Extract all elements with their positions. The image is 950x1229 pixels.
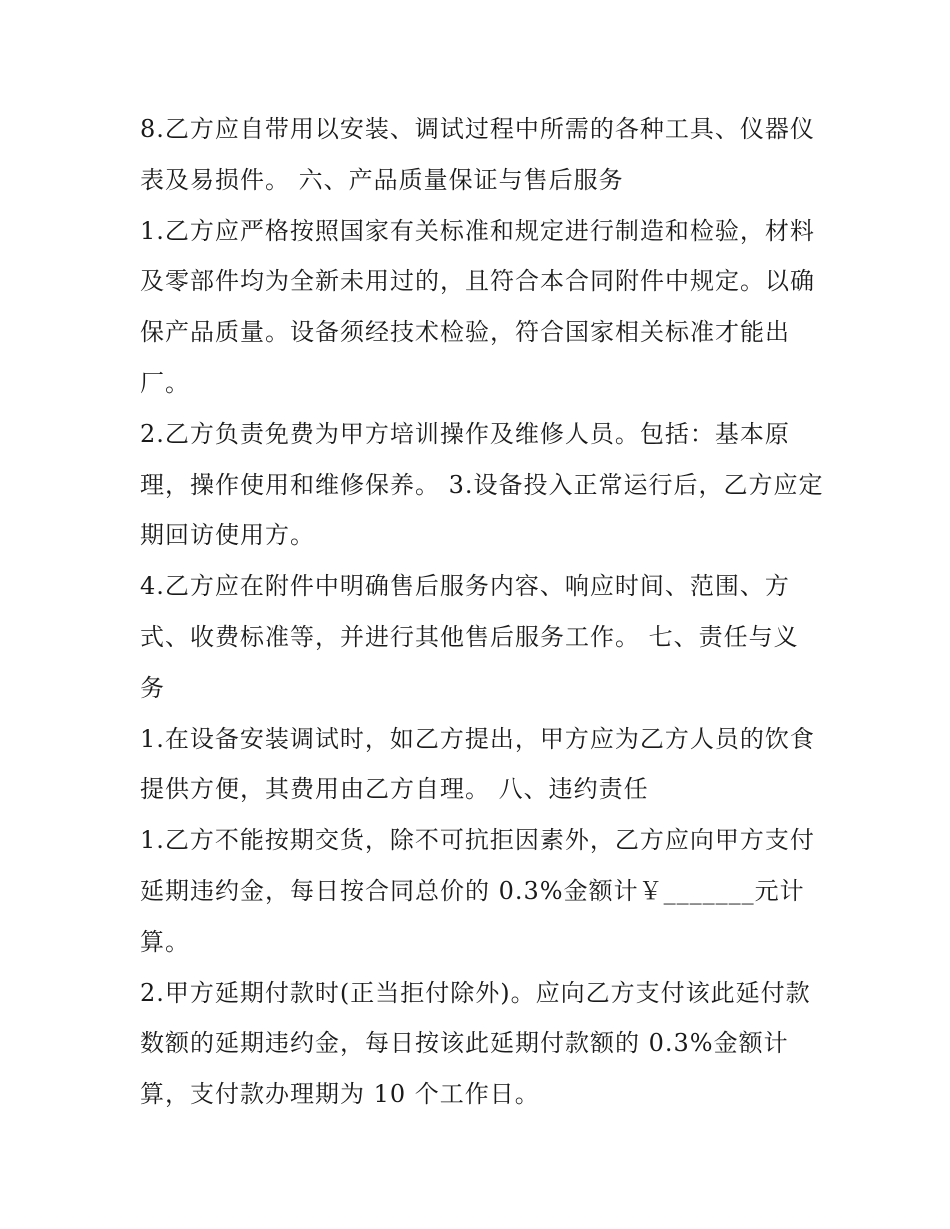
text-line: 表及易损件。 六、产品质量保证与售后服务 bbox=[140, 165, 624, 194]
text-line: 数额的延期违约金，每日按该此延期付款额的 0.3%金额计 bbox=[140, 1029, 789, 1058]
document-body bbox=[140, 104, 824, 1120]
text-line: 算，支付款办理期为 10 个工作日。 bbox=[140, 1080, 540, 1109]
text-line: 8.乙方应自带用以安装、调试过程中所需的各种工具、仪器仪 bbox=[140, 115, 815, 143]
text-line: 提供方便，其费用由乙方自理。 八、违约责任 bbox=[140, 775, 649, 804]
text-line: 及零部件均为全新未用过的，且符合本合同附件中规定。以确 bbox=[140, 267, 815, 296]
text-line: 1.在设备安装调试时，如乙方提出，甲方应为乙方人员的饮食 bbox=[140, 724, 815, 753]
text-line: 保产品质量。设备须经技术检验，符合国家相关标准才能出 bbox=[140, 318, 790, 347]
text-line: 1.乙方不能按期交货，除不可抗拒因素外，乙方应向甲方支付 bbox=[140, 826, 815, 855]
text-line: 厂。 bbox=[140, 368, 190, 397]
text-line: 1.乙方应严格按照国家有关标准和规定进行制造和检验，材料 bbox=[140, 216, 815, 245]
text-line: 式、收费标准等，并进行其他售后服务工作。 七、责任与义 bbox=[140, 622, 799, 651]
text-line: 2.甲方延期付款时(正当拒付除外)。应向乙方支付该此延付款 bbox=[140, 978, 811, 1007]
text-line: 理，操作使用和维修保养。 3.设备投入正常运行后，乙方应定 bbox=[140, 470, 824, 499]
text-line: 务 bbox=[140, 673, 165, 702]
text-line: 2.乙方负责免费为甲方培训操作及维修人员。包括：基本原 bbox=[140, 419, 790, 448]
text-line: 延期违约金，每日按合同总价的 0.3%金额计￥_______元计 bbox=[140, 876, 805, 905]
text-line: 期回访使用方。 bbox=[140, 521, 315, 550]
text-line: 4.乙方应在附件中明确售后服务内容、响应时间、范围、方 bbox=[140, 572, 790, 601]
text-line: 算。 bbox=[140, 927, 190, 956]
